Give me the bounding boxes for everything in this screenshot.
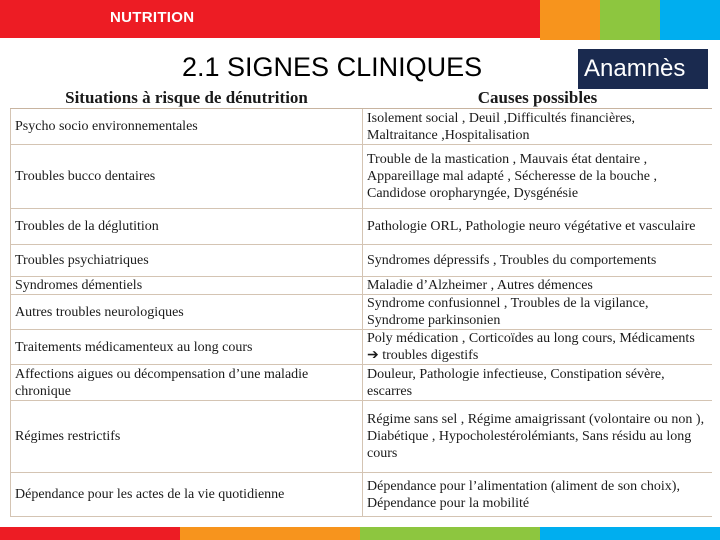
situation-cell: Régimes restrictifs — [11, 401, 363, 473]
situation-cell: Autres troubles neurologiques — [11, 295, 363, 330]
situation-cell: Dépendance pour les actes de la vie quotidienne — [11, 473, 363, 517]
table-row — [11, 401, 713, 473]
causes-cell: Syndrome confusionnel , Troubles de la vigilance, Syndrome parkinsonien — [363, 295, 713, 330]
causes-cell: Douleur, Pathologie infectieuse, Constipation sévère, escarres — [363, 365, 713, 401]
table-row — [11, 109, 713, 145]
situation-cell: Syndromes démentiels — [11, 277, 363, 295]
causes-cell: Pathologie ORL, Pathologie neuro végétative et vasculaire — [363, 209, 713, 245]
table-row — [11, 330, 713, 365]
causes-cell: Syndromes dépressifs , Troubles du comportements — [363, 245, 713, 277]
situation-cell: Psycho socio environnementales — [11, 109, 363, 145]
header-tab-blue — [660, 0, 720, 40]
causes-cell: Dépendance pour l’alimentation (aliment de son choix), Dépendance pour la mobilité — [363, 473, 713, 517]
situation-cell: Traitements médicamenteux au long cours — [11, 330, 363, 365]
header-tab-orange — [540, 0, 600, 40]
causes-cell: Maladie d’Alzheimer , Autres démences — [363, 277, 713, 295]
slide-title: 2.1 SIGNES CLINIQUES — [182, 52, 483, 82]
risk-table — [10, 88, 712, 517]
causes-cell: Trouble de la mastication , Mauvais état dentaire , Appareillage mal adapté , Sécheresse de la bouche , Candidose oropharyngée, Dysgénésie — [363, 145, 713, 209]
table-body — [11, 109, 713, 517]
table-row — [11, 365, 713, 401]
table-header-row — [11, 88, 713, 109]
column-header-situations: Situations à risque de dénutrition — [11, 88, 363, 109]
table-row — [11, 295, 713, 330]
situation-cell: Troubles de la déglutition — [11, 209, 363, 245]
anamnese-badge: Anamnès — [578, 49, 708, 89]
table-row — [11, 473, 713, 517]
causes-cell: Isolement social , Deuil ,Difficultés financières, Maltraitance ,Hospitalisation — [363, 109, 713, 145]
footer-bar — [0, 527, 720, 540]
causes-cell: Régime sans sel , Régime amaigrissant (volontaire ou non ), Diabétique , Hypocholestérolémiants, Sans résidu au long cours — [363, 401, 713, 473]
column-header-causes: Causes possibles — [363, 88, 713, 109]
table-row — [11, 277, 713, 295]
situation-cell: Troubles bucco dentaires — [11, 145, 363, 209]
table-row — [11, 245, 713, 277]
causes-cell: Poly médication , Corticoïdes au long cours, Médicaments ➔ troubles digestifs — [363, 330, 713, 365]
table-row — [11, 209, 713, 245]
situation-cell: Troubles psychiatriques — [11, 245, 363, 277]
section-label: NUTRITION — [110, 9, 195, 26]
table-row — [11, 145, 713, 209]
situation-cell: Affections aigues ou décompensation d’une maladie chronique — [11, 365, 363, 401]
risk-table-container — [10, 88, 712, 524]
header-tab-green — [600, 0, 660, 40]
